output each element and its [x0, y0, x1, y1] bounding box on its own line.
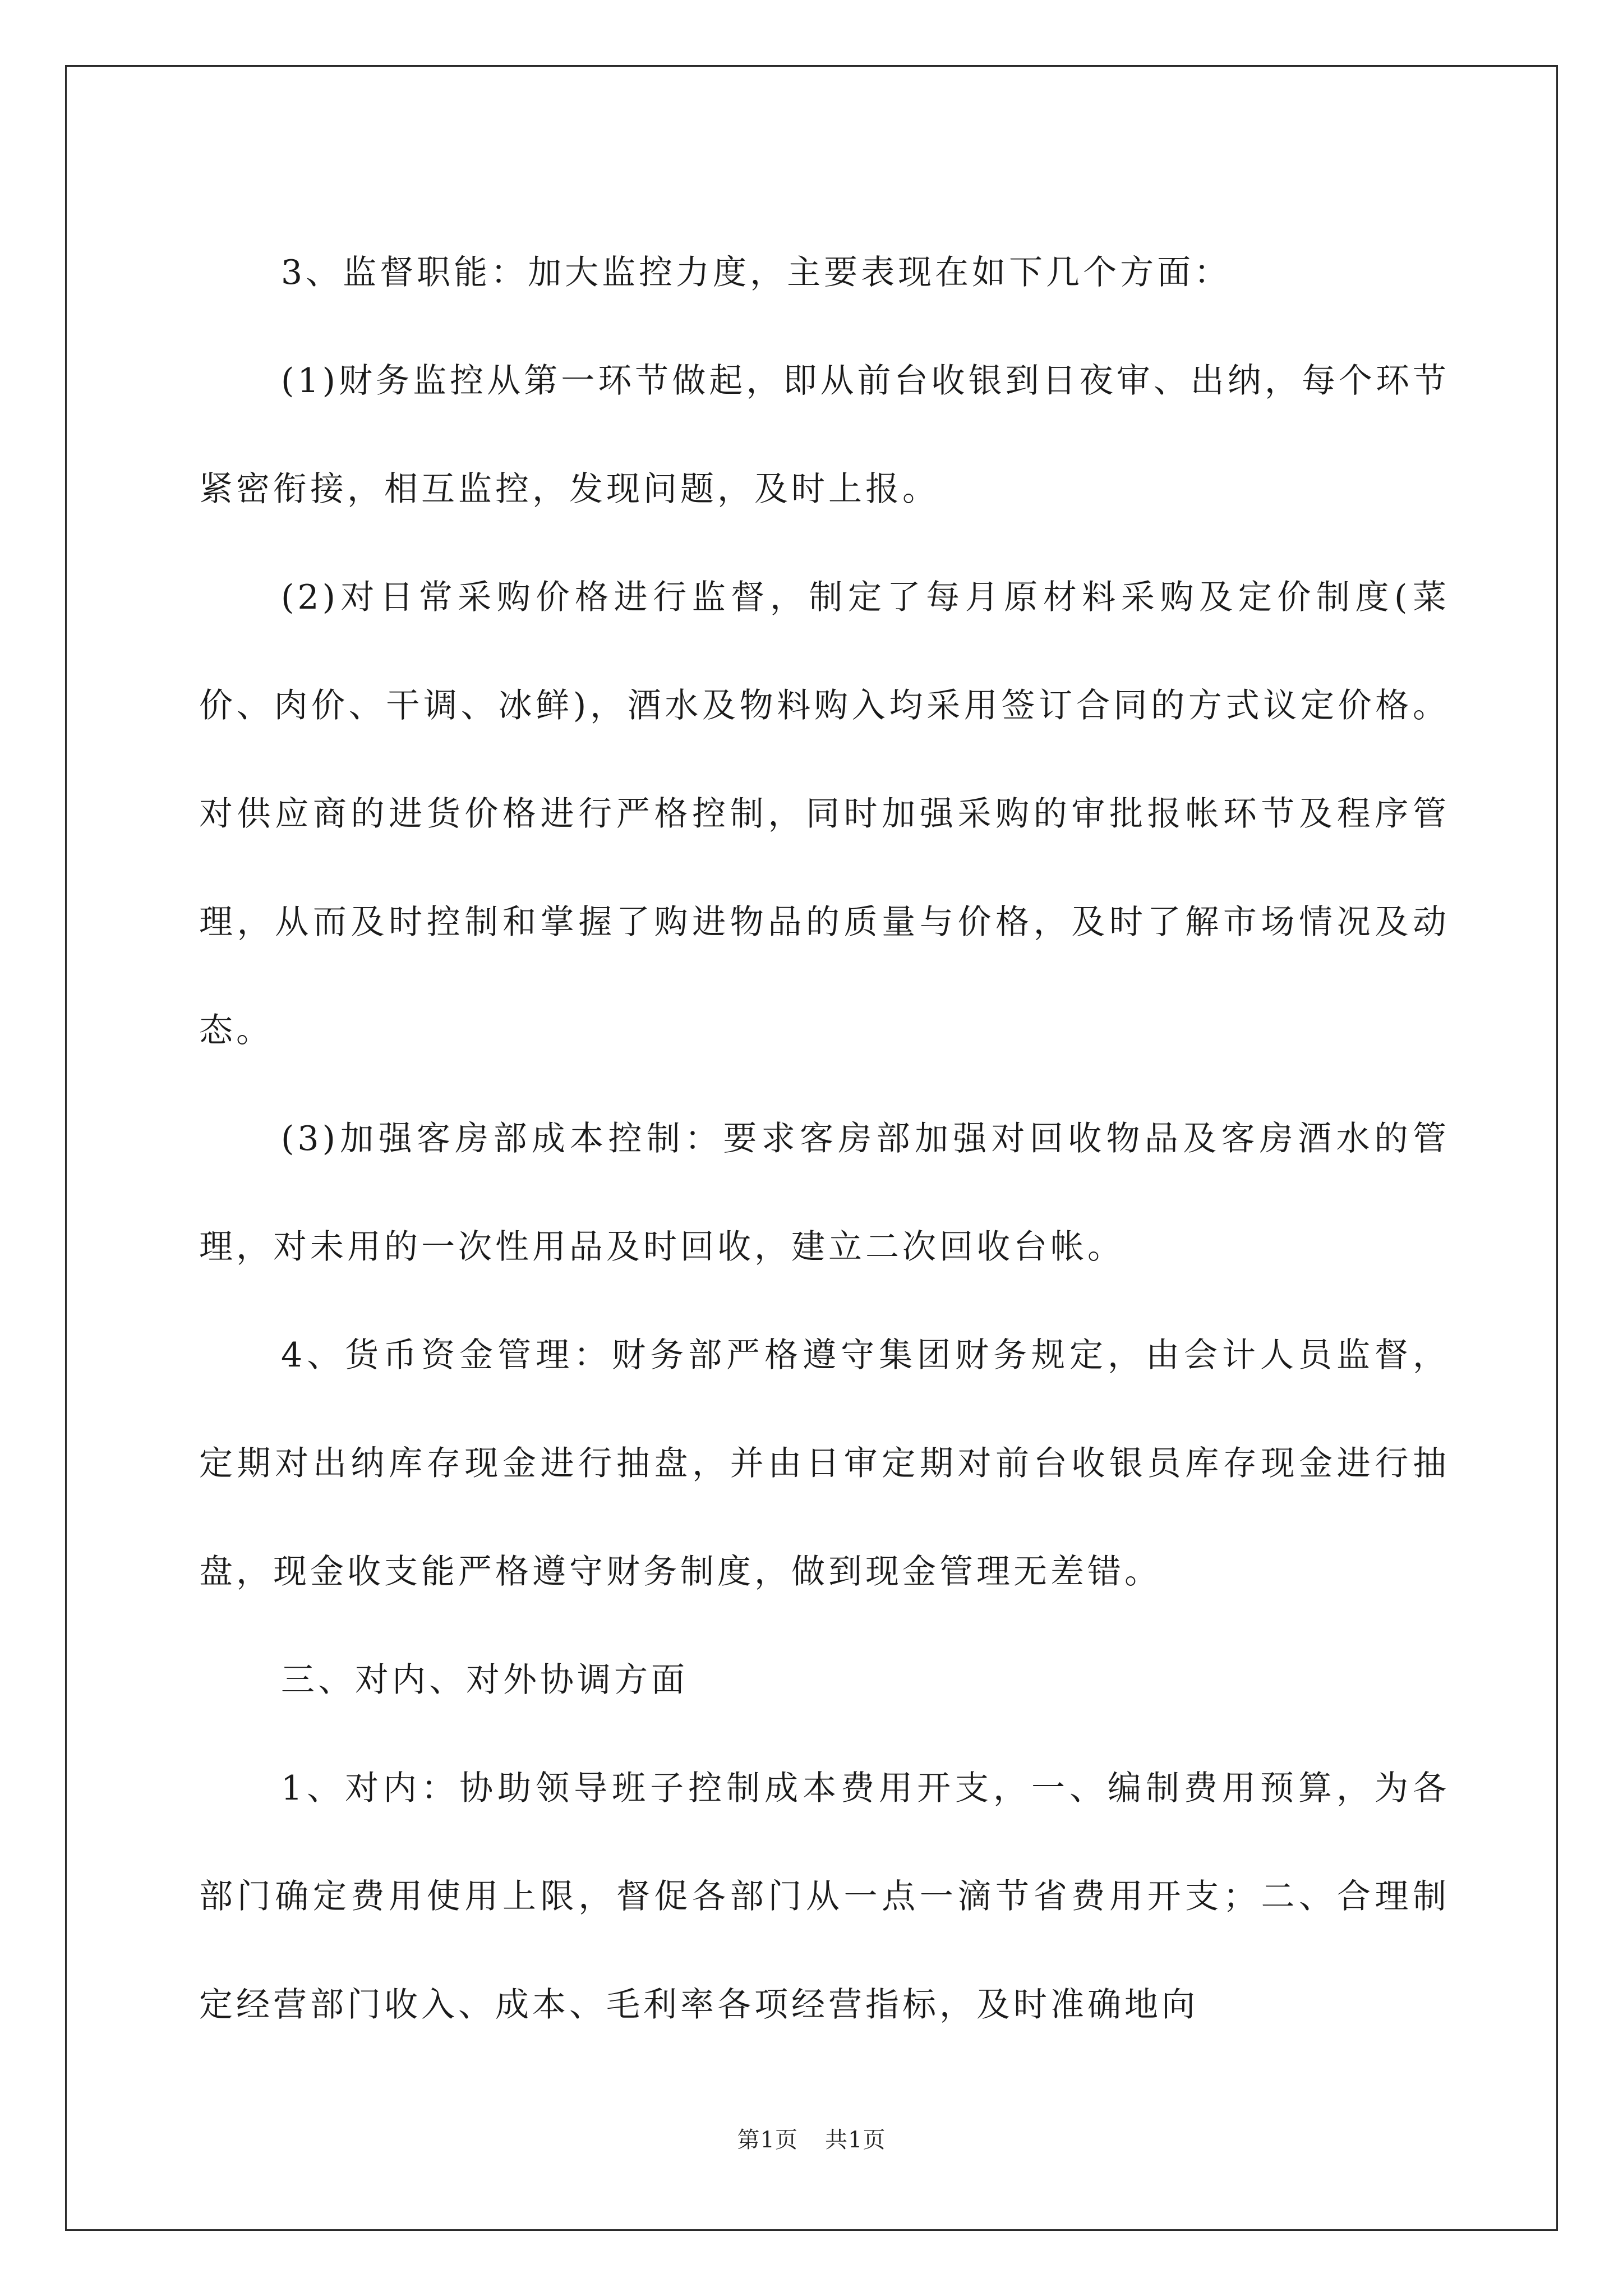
paragraph-internal-coordination: 1、对内：协助领导班子控制成本费用开支，一、编制费用预算，为各部门确定费用使用上限，督促各部门从一点一滴节省费用开支；二、合理制定经营部门收入、成本、毛利率各项经营指标，及时准确地向	[199, 1769, 1450, 2024]
page-total: 共1页	[825, 2127, 886, 2153]
paragraph-supervision-heading: 3、监督职能：加大监控力度，主要表现在如下几个方面：	[281, 253, 1232, 292]
document-body	[199, 219, 1450, 2059]
paragraph-cash-management: 4、货币资金管理：财务部严格遵守集团财务规定，由会计人员监督，定期对出纳库存现金进行抽盘，并由日审定期对前台收银员库存现金进行抽盘，现金收支能严格遵守财务制度，做到现金管理无差错。	[199, 1336, 1450, 1591]
paragraph-housekeeping-cost-control: (3)加强客房部成本控制：要求客房部加强对回收物品及客房酒水的管理，对未用的一次性用品及时回收，建立二次回收台帐。	[199, 1119, 1450, 1267]
page-number: 第1页	[737, 2127, 798, 2153]
paragraph-financial-monitoring: (1)财务监控从第一环节做起，即从前台收银到日夜审、出纳，每个环节紧密衔接，相互监控，发现问题，及时上报。	[199, 361, 1450, 509]
paragraph-purchase-price-supervision: (2)对日常采购价格进行监督，制定了每月原材料采购及定价制度(菜价、肉价、干调、冰鲜)，酒水及物料购入均采用签订合同的方式议定价格。对供应商的进货价格进行严格控制，同时加强采购的审批报帐环节及程序管理，从而及时控制和掌握了购进物品的质量与价格，及时了解市场情况及动态。	[199, 578, 1450, 1050]
section-heading-coordination: 三、对内、对外协调方面	[281, 1660, 688, 1700]
page-footer	[0, 2123, 1623, 2157]
